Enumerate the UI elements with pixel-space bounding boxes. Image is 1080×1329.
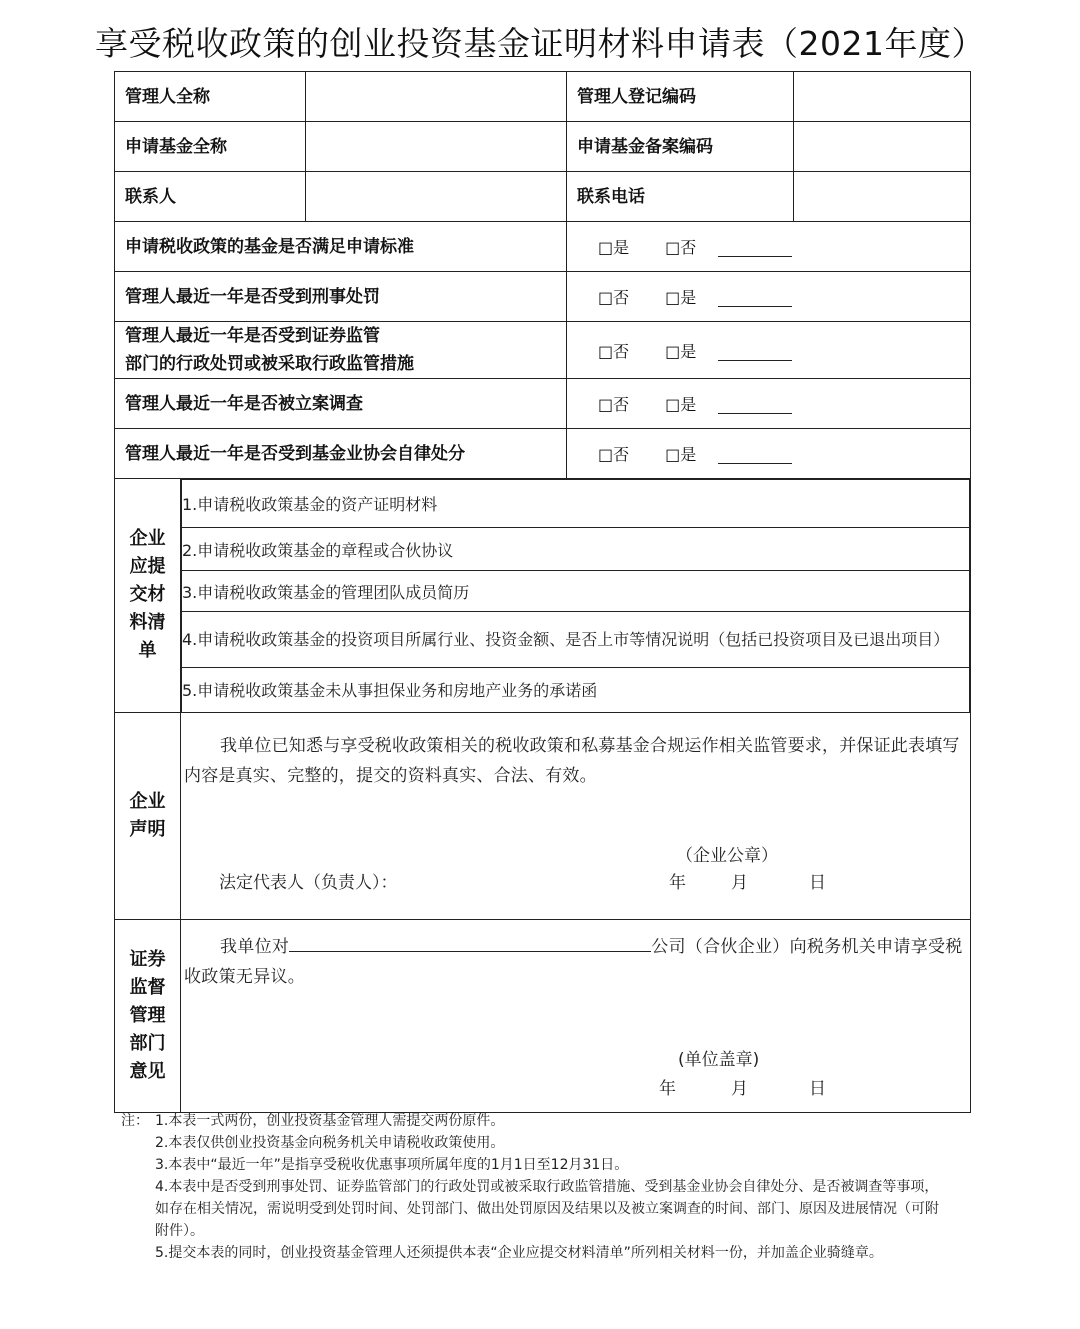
opinion-date (659, 1074, 839, 1099)
day-label: 日 (809, 872, 826, 893)
question-row (115, 429, 971, 479)
manager-reg-label: 管理人登记编码 (567, 72, 794, 122)
month-label: 月 (731, 872, 748, 893)
question-row (115, 322, 971, 379)
opinion-text (184, 932, 966, 992)
phone-field[interactable] (794, 172, 971, 222)
phone-label: 联系电话 (567, 172, 794, 222)
checkbox-option[interactable]: □否 (598, 288, 630, 307)
note-item (121, 1154, 981, 1176)
declaration-header-line: 声明 (129, 818, 166, 840)
note-item (121, 1110, 981, 1132)
checkbox-option[interactable]: □是 (665, 445, 697, 464)
manager-reg-field[interactable] (794, 72, 971, 122)
unit-seal-label: (单位盖章) (678, 1049, 760, 1070)
remark-blank[interactable] (718, 290, 792, 307)
checkbox-option[interactable]: □否 (598, 395, 630, 414)
legal-rep-label: 法定代表人（负责人）： (219, 872, 398, 893)
note-text: 3.本表中“最近一年”是指享受税收优惠事项所属年度的1月1日至12月31日。 (155, 1157, 629, 1173)
question-label: 管理人最近一年是否受到基金业协会自律处分 (115, 429, 567, 479)
declaration-section (115, 712, 971, 919)
declaration-header-line: 企业 (129, 790, 166, 812)
checkbox-option[interactable]: □是 (598, 238, 630, 257)
manager-name-label: 管理人全称 (115, 72, 306, 122)
opinion-header-line: 监督 (129, 976, 166, 998)
material-item: 2.申请税收政策基金的章程或合伙协议 (182, 528, 970, 571)
form-title: 享受税收政策的创业投资基金证明材料申请表（2021年度） (95, 24, 985, 63)
materials-header-line: 单 (138, 640, 157, 662)
question-options (567, 322, 971, 379)
opinion-header-line: 证券 (129, 948, 166, 970)
opinion-body (181, 919, 971, 1112)
materials-section (115, 479, 971, 713)
fund-record-label: 申请基金备案编码 (567, 122, 794, 172)
question-label: 申请税收政策的基金是否满足申请标准 (115, 222, 567, 272)
remark-blank[interactable] (718, 344, 792, 361)
year-label: 年 (659, 1078, 676, 1099)
checkbox-option[interactable]: □是 (665, 288, 697, 307)
opinion-prefix: 我单位对 (220, 936, 290, 957)
opinion-header-line: 管理 (129, 1004, 166, 1026)
manager-name-field[interactable] (306, 72, 567, 122)
question-options (567, 379, 971, 429)
opinion-section (115, 919, 971, 1112)
note-item (121, 1242, 981, 1264)
note-text: 2.本表仅供创业投资基金向税务机关申请税收政策使用。 (155, 1135, 505, 1151)
note-item (121, 1132, 981, 1154)
company-seal-label: （企业公章） (676, 845, 778, 866)
question-row (115, 379, 971, 429)
materials-header-line: 料清 (129, 612, 166, 634)
declaration-date (669, 868, 839, 893)
day-label: 日 (809, 1078, 826, 1099)
material-item: 5.申请税收政策基金未从事担保业务和房地产业务的承诺函 (182, 668, 970, 712)
notes (121, 1110, 981, 1264)
material-item: 4.申请税收政策基金的投资项目所属行业、投资金额、是否上市等情况说明（包括已投资项目及已退出项目） (182, 612, 970, 668)
materials-header-line: 应提 (129, 556, 166, 578)
application-form (114, 71, 971, 1113)
remark-blank[interactable] (718, 397, 792, 414)
contact-field[interactable] (306, 172, 567, 222)
declaration-text: 我单位已知悉与享受税收政策相关的税收政策和私募基金合规运作相关监管要求，并保证此表填写内容是真实、完整的，提交的资料真实、合法、有效。 (184, 735, 960, 786)
question-row (115, 272, 971, 322)
checkbox-option[interactable]: □否 (598, 341, 630, 361)
question-options (567, 272, 971, 322)
year-label: 年 (669, 872, 686, 893)
opinion-header-line: 意见 (129, 1060, 166, 1082)
row-fund (115, 122, 971, 172)
remark-blank[interactable] (718, 240, 792, 257)
declaration-header (115, 712, 181, 919)
question-label: 管理人最近一年是否被立案调查 (115, 379, 567, 429)
material-item: 3.申请税收政策基金的管理团队成员简历 (182, 571, 970, 612)
materials-header-line: 企业 (129, 528, 166, 550)
note-item (121, 1176, 981, 1242)
question-row (115, 222, 971, 272)
materials-header (115, 479, 181, 713)
checkbox-option[interactable]: □是 (665, 395, 697, 414)
declaration-body (181, 712, 971, 919)
note-text: 5.提交本表的同时，创业投资基金管理人还须提供本表“企业应提交材料清单”所列相关材料一份，并加盖企业骑缝章。 (155, 1245, 883, 1261)
row-manager (115, 72, 971, 122)
opinion-header (115, 919, 181, 1112)
question-options (567, 429, 971, 479)
question-label-line: 部门的行政处罚或被采取行政监管措施 (125, 354, 414, 374)
checkbox-option[interactable]: □否 (598, 445, 630, 464)
fund-name-field[interactable] (306, 122, 567, 172)
note-text: 4.本表中是否受到刑事处罚、证券监管部门的行政处罚或被采取行政监管措施、受到基金业协会自律处分、是否被调查等事项，如存在相关情况，需说明受到处罚时间、处罚部门、做出处罚原因及结果以及被立案调查的时间、部门、原因及进展情况（可附附件）。 (155, 1179, 939, 1239)
company-name-blank[interactable] (289, 933, 651, 952)
question-label-line: 管理人最近一年是否受到证券监管 (125, 326, 380, 346)
remark-blank[interactable] (718, 447, 792, 464)
opinion-header-line: 部门 (129, 1032, 166, 1054)
checkbox-option[interactable]: □是 (665, 341, 697, 361)
note-text: 1.本表一式两份，创业投资基金管理人需提交两份原件。 (155, 1113, 505, 1129)
checkbox-option[interactable]: □否 (665, 238, 697, 257)
notes-prefix: 注： (121, 1113, 149, 1129)
row-contact (115, 172, 971, 222)
question-label: 管理人最近一年是否受到刑事处罚 (115, 272, 567, 322)
month-label: 月 (731, 1078, 748, 1099)
material-item: 1.申请税收政策基金的资产证明材料 (182, 480, 970, 528)
fund-name-label: 申请基金全称 (115, 122, 306, 172)
materials-header-line: 交材 (129, 584, 166, 606)
fund-record-field[interactable] (794, 122, 971, 172)
contact-label: 联系人 (115, 172, 306, 222)
question-label (115, 322, 567, 379)
materials-list (181, 479, 971, 713)
opinion-suffix: 公司（合伙企业）向税务机关申请享受税收政策无异议。 (184, 936, 963, 987)
question-options (567, 222, 971, 272)
